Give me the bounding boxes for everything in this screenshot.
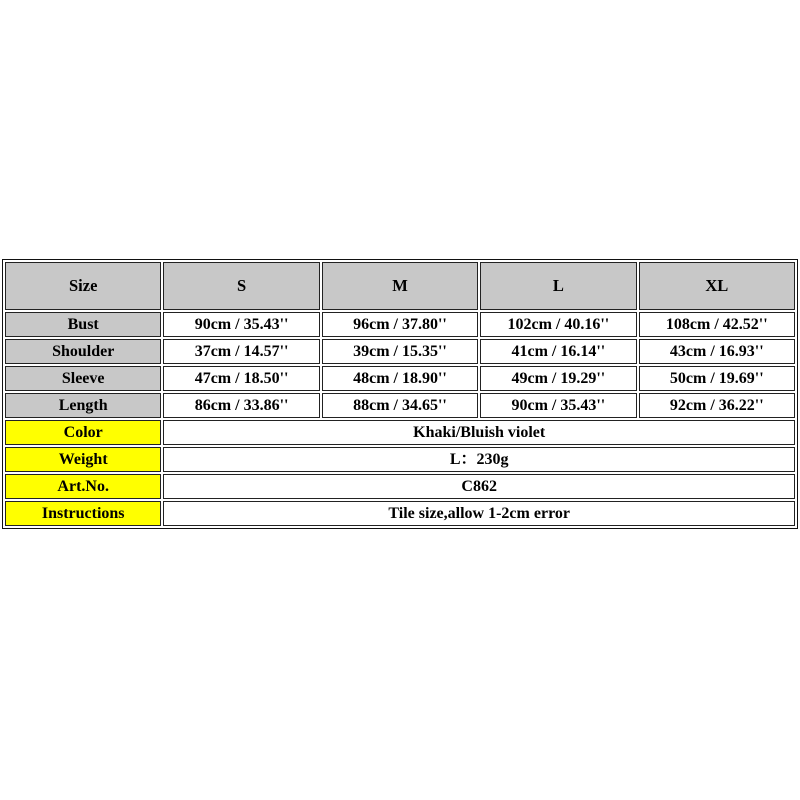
size-header-m: M <box>322 262 478 310</box>
table-row-shoulder <box>5 339 795 364</box>
row-label-instructions: Instructions <box>5 501 161 526</box>
size-header-label: Size <box>5 262 161 310</box>
size-header-l: L <box>480 262 636 310</box>
table-cell: 41cm / 16.14'' <box>480 339 636 364</box>
table-cell: 96cm / 37.80'' <box>322 312 478 337</box>
table-cell: 43cm / 16.93'' <box>639 339 795 364</box>
row-label-length: Length <box>5 393 161 418</box>
table-row-instructions <box>5 501 795 526</box>
art-no-value: C862 <box>163 474 795 499</box>
row-label-art-no: Art.No. <box>5 474 161 499</box>
table-row-length <box>5 393 795 418</box>
table-row-color <box>5 420 795 445</box>
table-cell: 48cm / 18.90'' <box>322 366 478 391</box>
row-label-bust: Bust <box>5 312 161 337</box>
size-chart-table <box>2 259 798 529</box>
table-cell: 90cm / 35.43'' <box>480 393 636 418</box>
table-cell: 39cm / 15.35'' <box>322 339 478 364</box>
row-label-weight: Weight <box>5 447 161 472</box>
table-row-art-no <box>5 474 795 499</box>
table-cell: 49cm / 19.29'' <box>480 366 636 391</box>
table-cell: 108cm / 42.52'' <box>639 312 795 337</box>
size-header-xl: XL <box>639 262 795 310</box>
table-cell: 102cm / 40.16'' <box>480 312 636 337</box>
table-cell: 90cm / 35.43'' <box>163 312 319 337</box>
color-value: Khaki/Bluish violet <box>163 420 795 445</box>
size-header-row <box>5 262 795 310</box>
table-cell: 37cm / 14.57'' <box>163 339 319 364</box>
weight-value: L：230g <box>163 447 795 472</box>
table-cell: 92cm / 36.22'' <box>639 393 795 418</box>
size-header-s: S <box>163 262 319 310</box>
row-label-shoulder: Shoulder <box>5 339 161 364</box>
table-row-sleeve <box>5 366 795 391</box>
table-cell: 50cm / 19.69'' <box>639 366 795 391</box>
instructions-value: Tile size,allow 1-2cm error <box>163 501 795 526</box>
table-row-weight <box>5 447 795 472</box>
table-row-bust <box>5 312 795 337</box>
table-cell: 88cm / 34.65'' <box>322 393 478 418</box>
table-cell: 47cm / 18.50'' <box>163 366 319 391</box>
table-cell: 86cm / 33.86'' <box>163 393 319 418</box>
row-label-sleeve: Sleeve <box>5 366 161 391</box>
row-label-color: Color <box>5 420 161 445</box>
